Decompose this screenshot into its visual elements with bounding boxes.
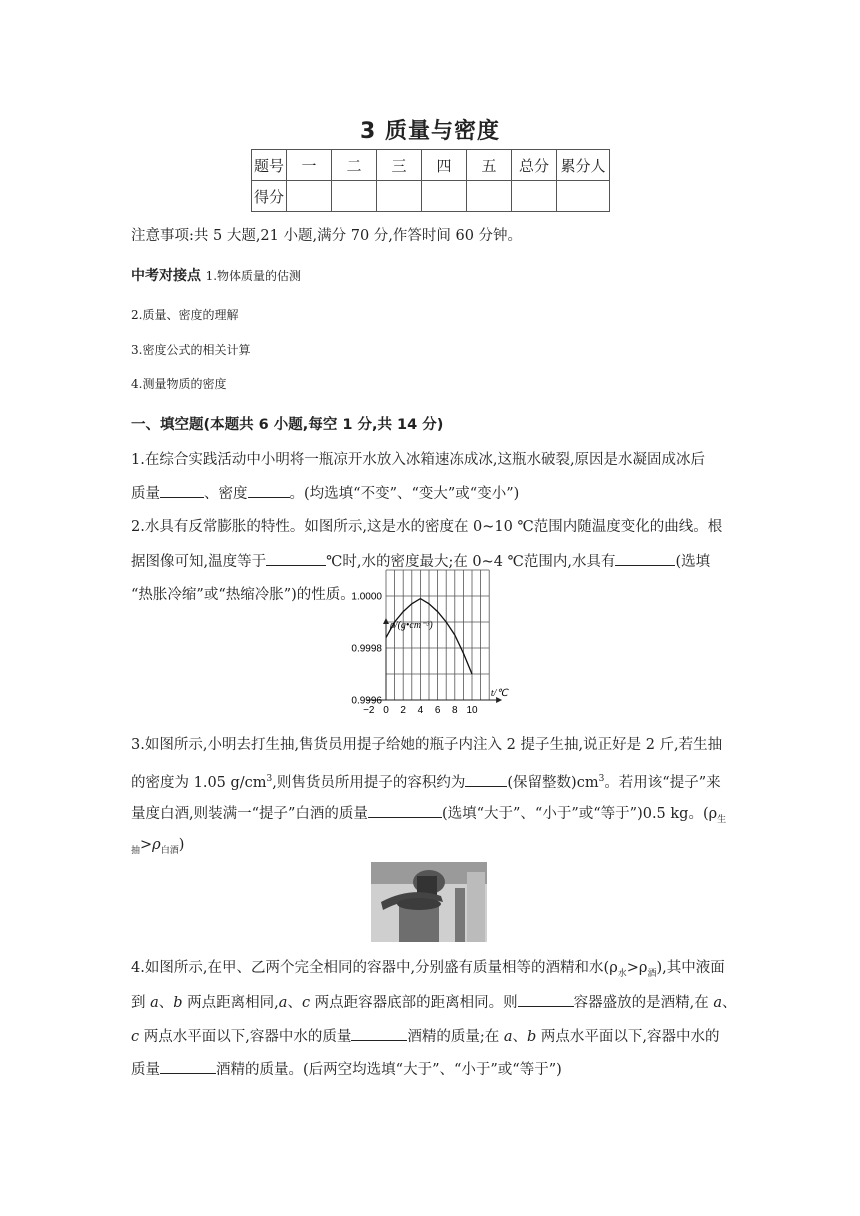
question-4-line-4 [131,1061,562,1078]
text-fragment: 容器盛放的是酒精,在 [573,995,714,1011]
answer-blank[interactable] [518,994,574,1007]
x-axis-label: t/℃ [490,688,508,699]
score-header-cell: 题号 [252,150,287,181]
score-cell[interactable] [557,181,610,212]
text-fragment: 、 [158,995,174,1011]
x-tick-label: 0 [383,705,389,716]
text-fragment: 据图像可知,温度等于 [131,554,267,570]
score-header-cell: 三 [377,150,422,181]
question-4-line-2 [131,994,737,1011]
answer-blank[interactable] [368,805,442,818]
answer-blank[interactable] [266,553,326,566]
score-header-cell: 五 [467,150,512,181]
answer-blank[interactable] [160,485,204,498]
point-label: c [131,1029,140,1045]
page-title: 3 质量与密度 [360,119,500,144]
text-fragment: 量度白酒,则装满一“提子”白酒的质量 [131,806,368,822]
text-fragment: 两点距离相同, [182,995,279,1011]
x-tick-label: −2 [363,705,375,716]
text-fragment: 。(均选填“不变”、“变大”或“变小”) [289,486,520,502]
superscript: 3 [266,774,273,784]
text-fragment: 、密度 [204,486,248,502]
text-fragment: 两点距容器底部的距离相同。则 [310,995,518,1011]
subscript: 白酒 [160,845,179,856]
question-2-line-3: “热胀冷缩”或“热缩冷胀”)的性质。 [131,587,355,603]
text-fragment: 酒精的质量。(后两空均选填“大于”、“小于”或“等于”) [216,1062,562,1078]
score-cell[interactable] [422,181,467,212]
text-fragment: >ρ [626,960,648,976]
score-table-header-row [252,150,610,181]
x-tick-label: 4 [417,705,424,716]
text-fragment: 质量 [131,486,160,502]
text-fragment: >ρ [140,837,161,853]
text-fragment: 。若用该“提子”来 [604,774,721,791]
question-3-line-4 [131,837,184,859]
x-tick-label: 10 [466,705,478,716]
section-title: 一、填空题(本题共 6 小题,每空 1 分,共 14 分) [131,417,444,433]
score-cell[interactable] [377,181,422,212]
point-label: b [527,1029,537,1045]
subscript: 生 [717,814,727,825]
score-header-cell: 四 [422,150,467,181]
text-fragment: 4.如图所示,在甲、乙两个完全相同的容器中,分别盛有质量相等的酒精和水(ρ [131,960,618,976]
answer-blank[interactable] [160,1061,216,1074]
text-fragment: (选填 [675,554,711,570]
text-fragment: ),其中液面 [656,960,725,976]
question-1-line-2 [131,485,519,502]
scoop-illustration [371,862,487,942]
score-cell[interactable] [512,181,557,212]
subscript: 酒 [647,968,657,979]
exam-points-label: 中考对接点 [131,268,201,284]
score-table [251,149,610,212]
point-label: a [150,995,159,1011]
text-fragment: (选填“大于”、“小于”或“等于”)0.5 kg。(ρ [441,806,718,822]
question-1-line-1: 1.在综合实践活动中小明将一瓶凉开水放入冰箱速冻成冰,这瓶水破裂,原因是水凝固成冰后 [131,452,706,468]
text-fragment: ℃时,水的密度最大;在 0~4 ℃范围内,水具有 [326,554,616,570]
y-axis-arrow [383,618,389,624]
text-fragment: 、 [512,1029,527,1045]
question-3-line-2 [131,771,721,791]
answer-blank[interactable] [351,1028,407,1041]
soy-sauce-scoop-photo [371,862,487,942]
y-axis-label: ρ/(g•cm⁻³) [390,620,433,631]
text-fragment: 、 [722,995,737,1011]
y-tick-label: 1.0000 [351,591,382,603]
answer-blank[interactable] [248,485,290,498]
question-2-line-1: 2.水具有反常膨胀的特性。如图所示,这是水的密度在 0~10 ℃范围内随温度变化的曲线。根 [131,519,723,535]
question-4-line-1 [131,960,725,982]
text-fragment: 两点水平面以下,容器中水的 [536,1029,720,1045]
score-header-cell: 二 [332,150,377,181]
exam-point-item: 4.测量物质的密度 [131,377,227,391]
score-row-label: 得分 [252,181,287,212]
y-tick-label: 0.9998 [351,643,382,655]
score-header-cell: 总分 [512,150,557,181]
point-label: a [713,995,723,1011]
score-cell[interactable] [332,181,377,212]
exam-point-item: 3.密度公式的相关计算 [131,343,251,357]
text-fragment: (保留整数)cm [507,774,599,791]
score-header-cell: 累分人 [557,150,610,181]
y-tick-label: 0.9996 [351,695,382,707]
score-cell[interactable] [467,181,512,212]
score-cell[interactable] [287,181,332,212]
point-label: c [301,995,311,1011]
exam-point-item: 2.质量、密度的理解 [131,308,239,322]
text-fragment: 、 [287,995,302,1011]
question-3-line-1: 3.如图所示,小明去打生抽,售货员用提子给她的瓶子内注入 2 提子生抽,说正好是 2 斤,若生抽 [131,737,723,753]
x-tick-label: 8 [452,705,458,716]
exam-point-item: 1.物体质量的估测 [205,269,302,283]
text-fragment: 两点水平面以下,容器中水的质量 [139,1029,352,1045]
text-fragment: 酒精的质量;在 [407,1029,504,1045]
text-fragment: 到 [131,995,151,1011]
answer-blank[interactable] [615,553,675,566]
superscript: 3 [598,774,605,784]
point-label: b [173,995,183,1011]
score-table-score-row [252,181,610,212]
point-label: a [503,1029,513,1045]
question-2-line-2 [131,553,710,570]
point-label: a [278,995,288,1011]
x-tick-label: 2 [400,705,406,716]
text-fragment: 质量 [131,1062,160,1078]
exam-points-line [131,268,301,284]
notice-text: 注意事项:共 5 大题,21 小题,满分 70 分,作答时间 60 分钟。 [131,228,523,244]
subscript: 抽 [131,845,141,856]
subscript: 水 [617,968,627,979]
question-3-line-3 [131,805,726,828]
answer-blank[interactable] [465,774,507,787]
question-4-line-3 [131,1028,720,1045]
x-tick-label: 6 [434,705,441,716]
text-fragment: ,则售货员所用提子的容积约为 [272,774,466,791]
text-fragment: ) [178,837,185,853]
score-header-cell: 一 [287,150,332,181]
text-fragment: 的密度为 1.05 g/cm [131,774,267,791]
density-temperature-chart [320,591,560,722]
